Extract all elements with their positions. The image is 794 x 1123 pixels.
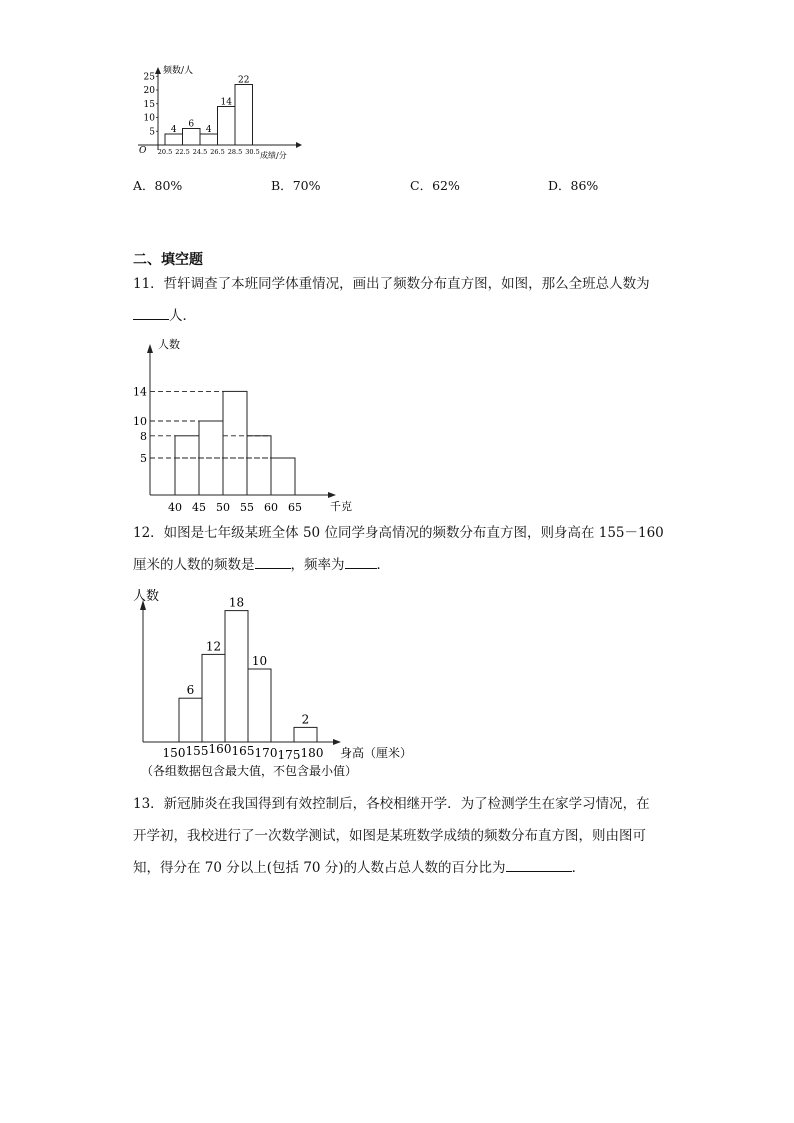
option-c-letter: C．	[410, 178, 433, 193]
option-a-letter: A．	[133, 178, 155, 193]
x-tick-label: 26.5	[210, 148, 225, 156]
q12-text-a: 厘米的人数的频数是	[133, 557, 255, 573]
q13-text-b: ．	[571, 860, 586, 876]
x-axis-arrow	[296, 142, 302, 148]
x-tick-label: 24.5	[192, 148, 208, 156]
y-tick-label: 15	[143, 99, 155, 110]
bar-value-label: 14	[220, 97, 232, 108]
x-tick-label: 160	[208, 742, 232, 756]
x-tick-label: 175	[277, 748, 301, 762]
y-axis-label: 人数	[158, 338, 180, 351]
x-tick-label: 22.5	[175, 148, 190, 156]
bar	[248, 669, 271, 742]
q11-line2	[133, 305, 196, 327]
y-tick-label: 20	[143, 86, 155, 96]
x-tick-label: 45	[192, 501, 206, 514]
q13-answer-blank[interactable]	[506, 857, 572, 872]
x-axis-arrow	[328, 492, 336, 498]
y-tick-label: 5	[149, 127, 155, 138]
y-tick-label: 8	[140, 429, 147, 443]
x-tick-label: 180	[300, 746, 324, 760]
bar-value-label: 4	[205, 125, 212, 135]
bar	[225, 611, 248, 742]
y-tick-label: 14	[133, 385, 147, 399]
x-tick-label: 55	[240, 501, 254, 514]
x-tick-label: 150	[162, 746, 186, 760]
q12-text-c: ．	[376, 557, 390, 573]
y-tick-label: 5	[140, 452, 147, 465]
x-tick-label: 40	[168, 501, 182, 514]
q11-suffix: 人．	[169, 308, 196, 324]
bar	[247, 436, 271, 495]
bar	[165, 134, 183, 145]
q13-text-a: 知，得分在 70 分以上(包括 70 分)的人数占总人数的百分比为	[133, 860, 506, 876]
x-tick-label: 60	[264, 501, 278, 514]
q12-text-b: ，频率为	[290, 557, 345, 573]
bar-value-label: 22	[238, 75, 250, 86]
x-axis-label: 成绩/分	[260, 151, 287, 160]
x-axis-label: 身高（厘米）	[340, 746, 413, 760]
bar-value-label: 18	[228, 595, 245, 610]
section-title: 二、填空题	[133, 252, 203, 268]
option-b-letter: B．	[271, 178, 293, 193]
bar-value-label: 10	[251, 654, 268, 668]
bar-value-label: 12	[205, 639, 222, 654]
option-a[interactable]	[133, 175, 182, 197]
bar-value-label: 6	[188, 119, 195, 130]
x-tick-label: 30.5	[245, 148, 260, 156]
q11-answer-blank[interactable]	[133, 305, 169, 320]
option-c-text: 62%	[432, 178, 460, 193]
x-tick-label: 20.5	[157, 148, 173, 156]
q12-frequency-blank[interactable]	[255, 554, 291, 569]
option-b[interactable]	[271, 175, 320, 197]
q13-line2: 开学初，我校进行了一次数学测试，如图是某班数学成绩的频数分布直方图，则由图可	[133, 828, 646, 844]
bar	[218, 107, 236, 146]
bar	[202, 654, 225, 742]
y-axis-arrow	[147, 344, 153, 353]
bar-value-label: 2	[301, 712, 310, 727]
chart-note: （各组数据包含最大值，不包含最小值）	[141, 764, 358, 778]
q10-histogram	[128, 62, 308, 162]
origin-label: O	[139, 146, 147, 156]
q11-histogram	[128, 333, 363, 518]
bar	[183, 129, 201, 146]
x-tick-label: 28.5	[227, 148, 243, 156]
option-d-letter: D．	[548, 178, 571, 193]
y-tick-label: 10	[143, 113, 155, 124]
x-tick-label: 50	[216, 501, 230, 514]
q13-line1: 13．新冠肺炎在我国得到有效控制后，各校相继开学．为了检测学生在家学习情况，在	[133, 796, 650, 812]
q13-line3	[133, 857, 585, 879]
option-c[interactable]	[410, 175, 460, 197]
x-tick-label: 170	[254, 746, 278, 760]
x-axis-arrow	[333, 739, 341, 745]
bar	[271, 458, 295, 495]
bar	[294, 727, 317, 742]
bar	[175, 436, 199, 495]
q12-line1: 12．如图是七年级某班全体 50 位同学身高情况的频数分布直方图，则身高在 155－160	[133, 525, 664, 541]
y-axis-arrow	[155, 67, 161, 74]
x-axis-label: 千克	[330, 500, 352, 513]
y-axis-label: 人数	[133, 589, 160, 604]
bar-value-label: 4	[170, 125, 177, 135]
bar	[235, 85, 253, 146]
y-tick-label: 10	[133, 415, 147, 428]
q12-rate-blank[interactable]	[345, 554, 377, 569]
x-tick-label: 155	[185, 744, 209, 758]
y-tick-label: 25	[143, 72, 155, 83]
option-b-text: 70%	[292, 178, 321, 193]
option-d-text: 86%	[570, 178, 599, 193]
y-axis-label: 频数/人	[163, 66, 194, 76]
x-tick-label: 165	[231, 744, 255, 758]
q12-histogram	[128, 584, 428, 784]
q12-line2	[133, 554, 390, 576]
x-tick-label: 65	[288, 501, 302, 514]
option-a-text: 80%	[154, 178, 183, 193]
bar-value-label: 6	[186, 683, 195, 698]
bar	[223, 391, 247, 495]
option-d[interactable]	[548, 175, 598, 197]
bar	[200, 134, 218, 145]
q11-line1: 11．哲轩调查了本班同学体重情况，画出了频数分布直方图，如图，那么全班总人数为	[133, 276, 650, 292]
bar	[179, 698, 202, 742]
